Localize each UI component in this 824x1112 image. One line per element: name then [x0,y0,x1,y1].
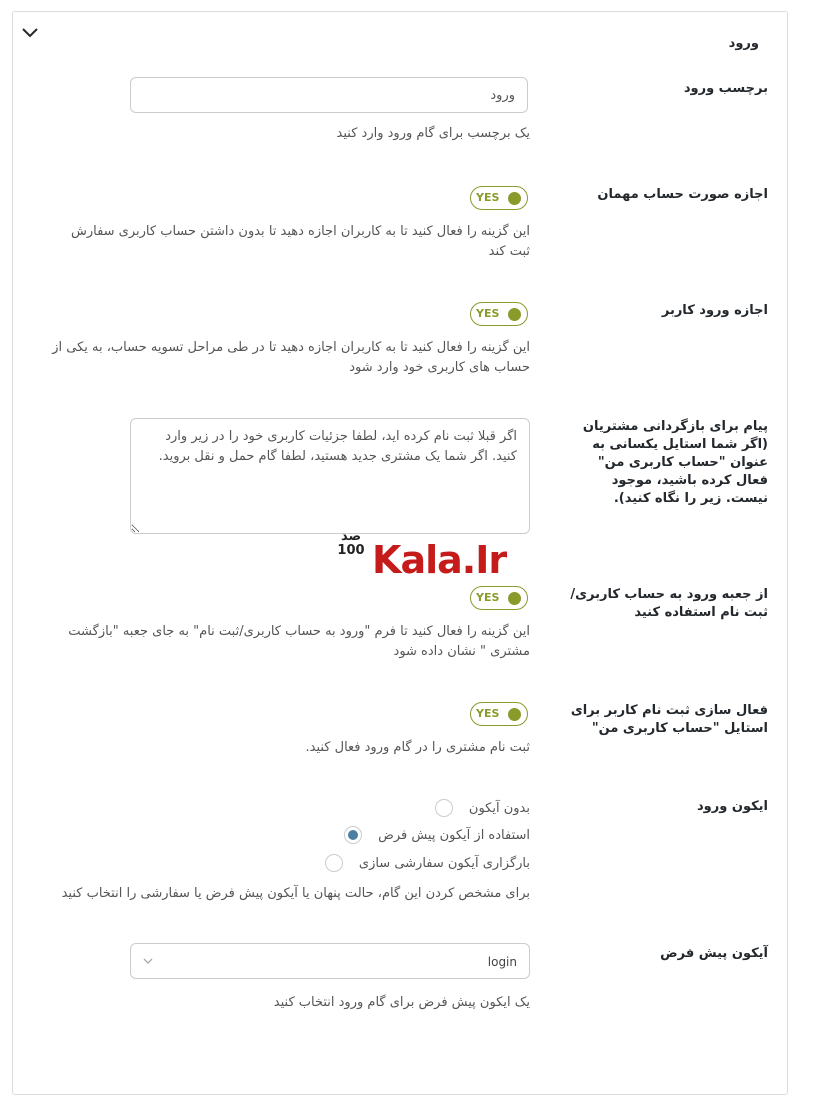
login-icon-desc: برای مشخص کردن این گام، حالت پنهان یا آیکون پیش فرض یا سفارشی را انتخاب کنید [61,886,530,901]
radio-button[interactable] [435,799,453,817]
watermark-logo [330,528,507,588]
user-login-toggle[interactable] [470,302,528,326]
login-label-title: برچسب ورود [683,81,768,96]
toggle-knob [508,708,521,721]
default-icon-select[interactable] [130,943,530,979]
radio-option-none[interactable] [435,798,530,818]
panel-title: ورود [728,36,759,51]
toggle-yes-text: YES [476,707,500,720]
radio-option-custom[interactable] [325,853,530,873]
radio-button-checked[interactable] [344,826,362,844]
user-login-label: اجازه ورود کاربر [661,303,768,318]
registration-toggle[interactable] [470,702,528,726]
login-box-toggle[interactable] [470,586,528,610]
login-icon-label: ایکون ورود [697,799,768,814]
chevron-down-icon[interactable] [21,26,39,40]
default-icon-label: آیکون پیش فرض [660,946,768,961]
returning-message-textarea[interactable] [130,418,530,534]
guest-checkout-label: اجازه صورت حساب مهمان [597,187,768,202]
registration-desc: ثبت نام مشتری را در گام ورود فعال کنید. [305,740,530,755]
select-value: login [487,955,517,969]
login-box-label: از جعبه ورود به حساب کاربری/ثبت نام استفاده کنید [570,587,768,620]
login-box-desc: این گزینه را فعال کنید تا فرم "ورود به حساب کاربری/ثبت نام" به جای جعبه "بازگشت مشتری " نشان داده شود [68,624,530,659]
toggle-yes-text: YES [476,307,500,320]
watermark-mark: صد 100 [337,529,365,558]
radio-label: استفاده از آیکون پیش فرض [378,827,530,843]
radio-label: بدون آیکون [468,800,530,816]
toggle-yes-text: YES [476,191,500,204]
radio-button[interactable] [325,854,343,872]
default-icon-desc: یک ایکون پیش فرض برای گام ورود انتخاب کنید [273,995,530,1010]
registration-label: فعال سازی ثبت نام کاربر برای استایل "حساب کاربری من" [570,703,768,736]
guest-checkout-toggle[interactable] [470,186,528,210]
chevron-down-icon [143,958,153,965]
login-label-desc: یک برچسب برای گام ورود وارد کنید [336,126,530,141]
toggle-knob [508,192,521,205]
watermark-text: Kala.Ir [372,538,507,582]
toggle-knob [508,308,521,321]
guest-checkout-desc: این گزینه را فعال کنید تا به کاربران اجازه دهید تا بدون داشتن حساب کاربری سفارش ثبت کند [70,224,530,259]
toggle-yes-text: YES [476,591,500,604]
radio-label: بارگزاری آیکون سفارشی سازی [358,855,530,871]
radio-option-default[interactable] [344,825,530,845]
returning-message-label: پیام برای بازگردانی مشتریان (اگر شما استایل یکسانی به عنوان "حساب کاربری من" فعال کرده باشید، موجود نیست. زیر را نگاه کنید). [582,419,768,506]
user-login-desc: این گزینه را فعال کنید تا به کاربران اجازه دهید تا در طی مراحل تسویه حساب، به یکی از حساب های کاربری خود وارد شود [52,340,530,375]
login-label-input[interactable] [130,77,528,113]
toggle-knob [508,592,521,605]
